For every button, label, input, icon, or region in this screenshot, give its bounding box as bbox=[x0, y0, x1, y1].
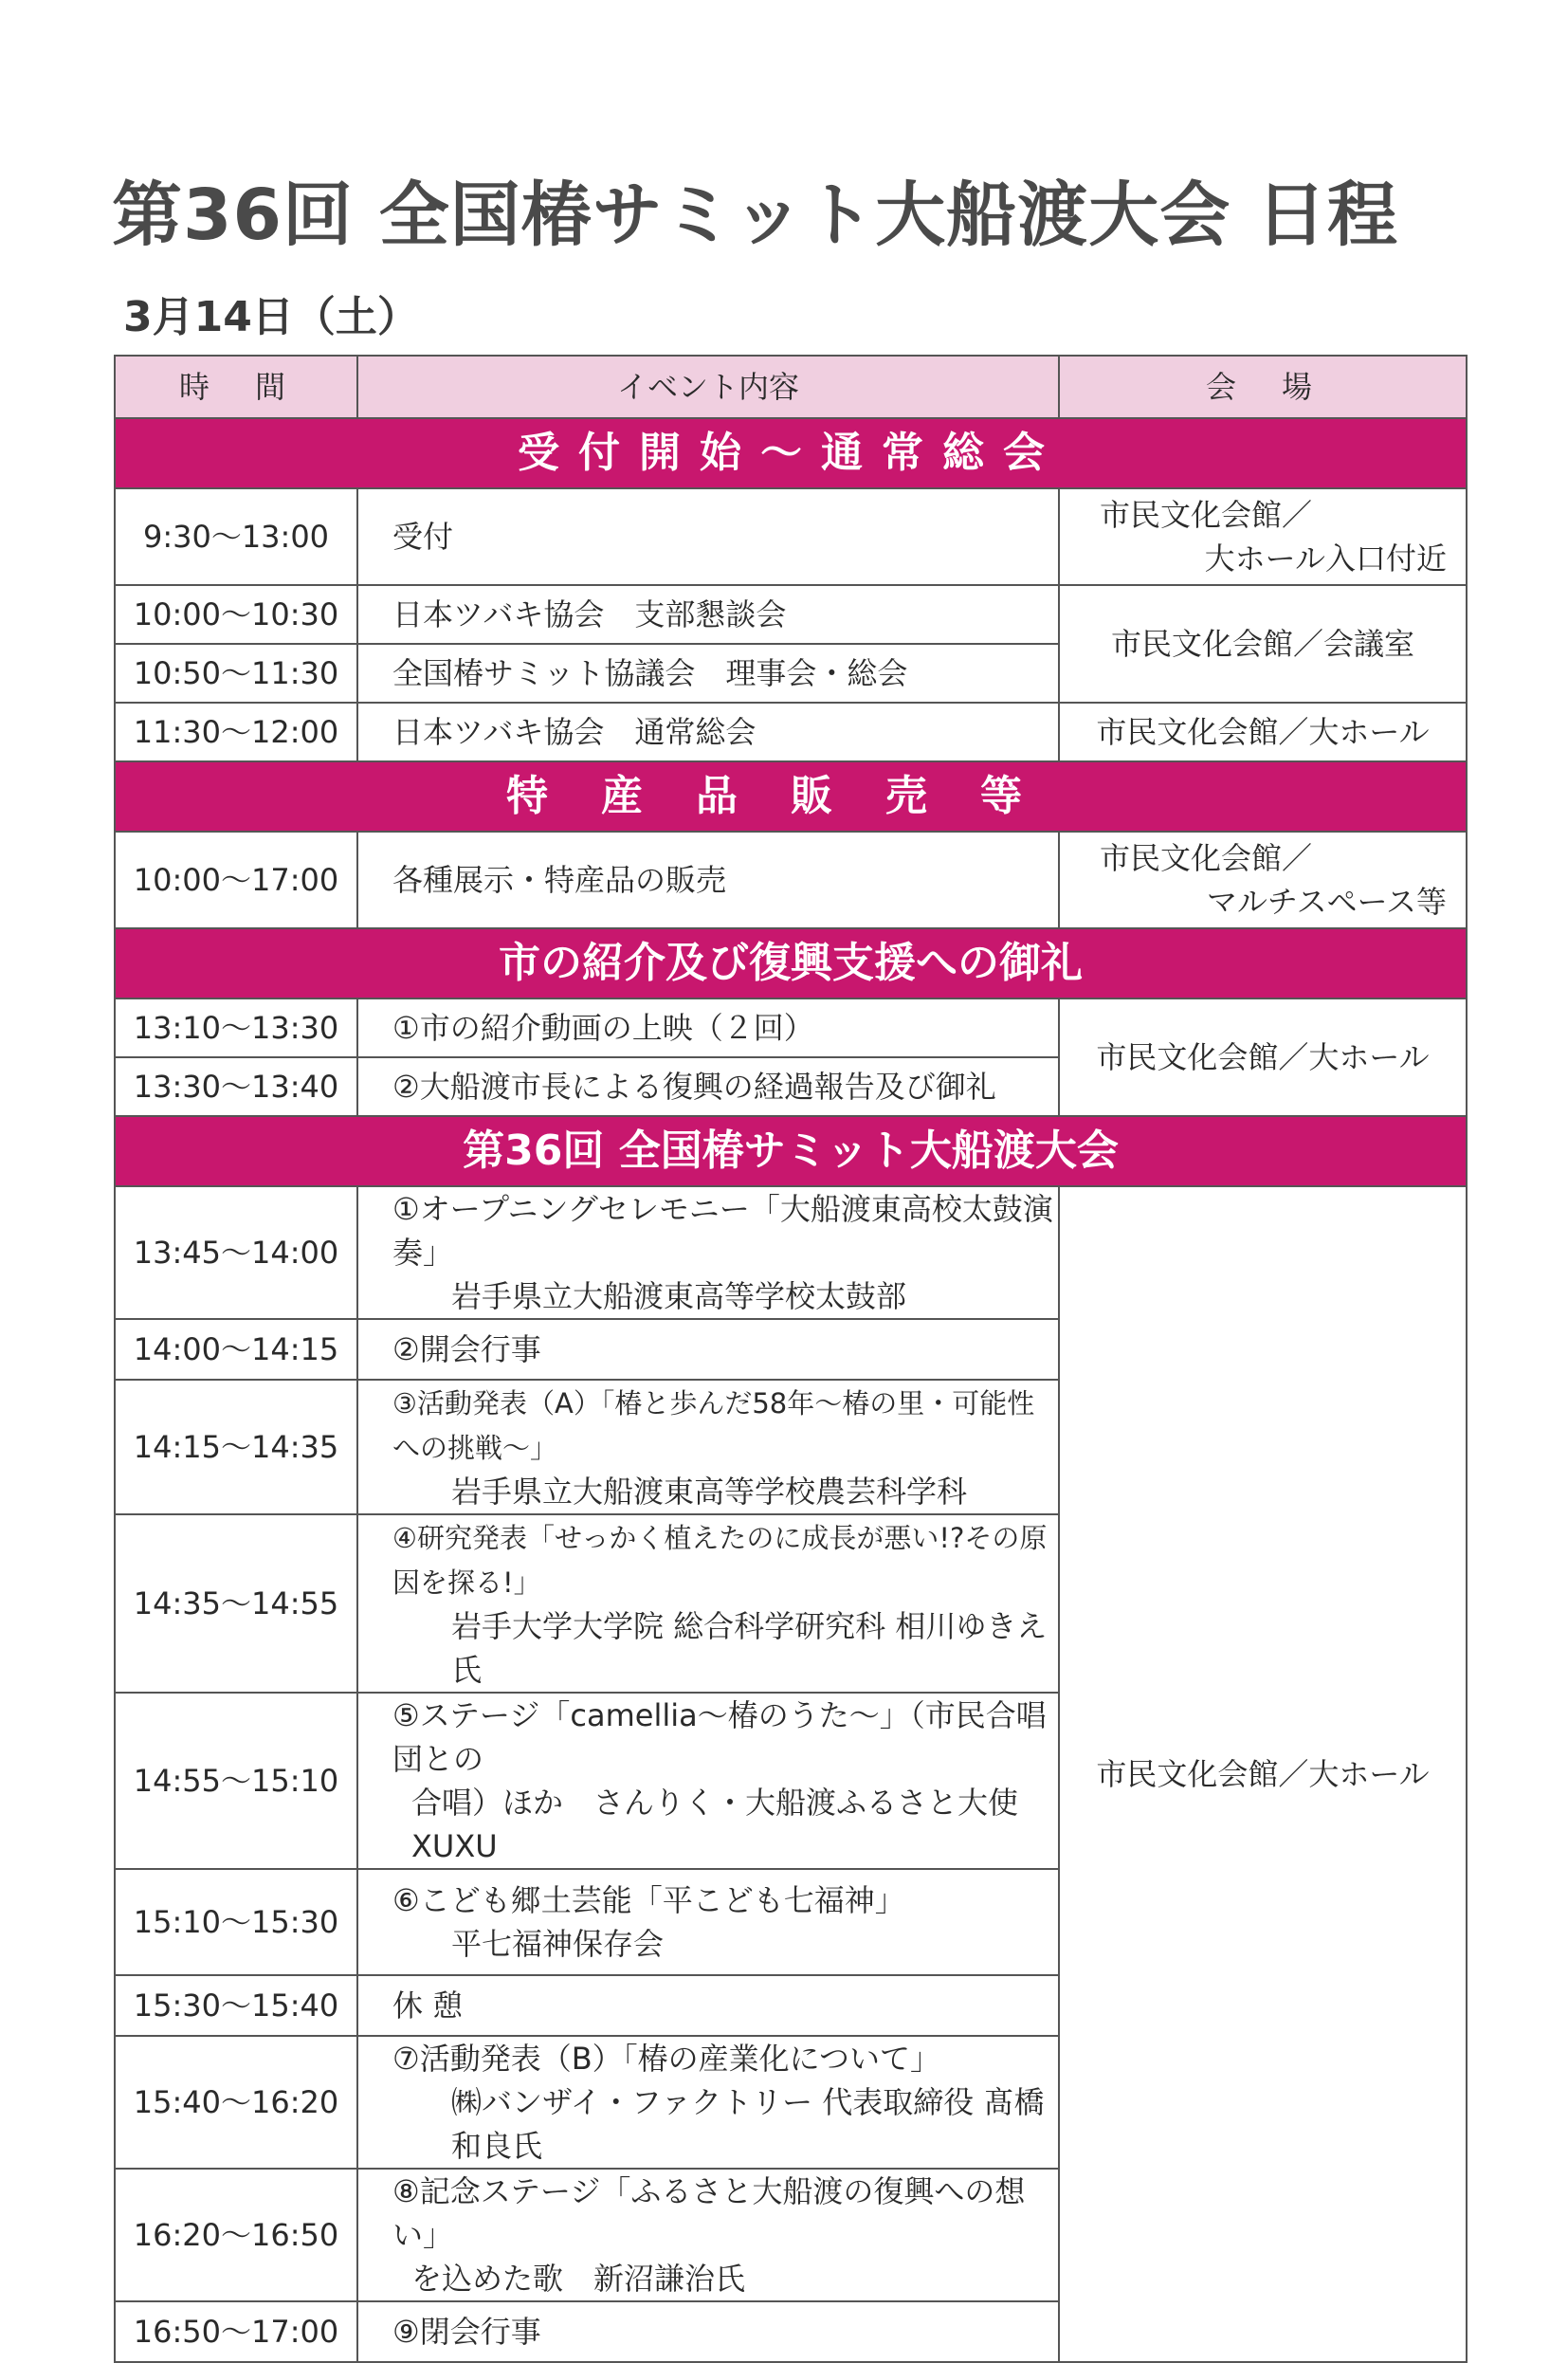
time-cell: 15:30～15:40 bbox=[115, 1975, 357, 2036]
event-cell: ②開会行事 bbox=[357, 1319, 1059, 1380]
event-line: 岩手県立大船渡東高等学校農芸科学科 bbox=[451, 1474, 968, 1510]
event-cell: 休 憩 bbox=[357, 1975, 1059, 2036]
event-cell: 受付 bbox=[357, 488, 1059, 585]
time-cell: 10:00～10:30 bbox=[115, 585, 357, 644]
event-line: 平七福神保存会 bbox=[451, 1926, 665, 1962]
time-cell: 14:00～14:15 bbox=[115, 1319, 357, 1380]
time-cell: 10:00～17:00 bbox=[115, 832, 357, 928]
time-cell: 15:40～16:20 bbox=[115, 2036, 357, 2169]
event-line: ④研究発表「せっかく植えたのに成長が悪い!?その原因を探る!」 bbox=[392, 1522, 1048, 1599]
section-header: 第36回 全国椿サミット大船渡大会 bbox=[115, 1116, 1467, 1186]
event-cell: 全国椿サミット協議会 理事会・総会 bbox=[357, 644, 1059, 703]
event-cell bbox=[357, 1869, 1059, 1975]
time-cell: 15:10～15:30 bbox=[115, 1869, 357, 1975]
schedule-table bbox=[114, 355, 1468, 2363]
event-line: を込めた歌 新沼謙治氏 bbox=[411, 2261, 746, 2297]
time-cell: 16:50～17:00 bbox=[115, 2301, 357, 2362]
event-cell: 各種展示・特産品の販売 bbox=[357, 832, 1059, 928]
header-time: 時 間 bbox=[115, 356, 357, 418]
table-row bbox=[115, 703, 1467, 761]
time-cell: 14:35～14:55 bbox=[115, 1514, 357, 1693]
event-cell bbox=[357, 2036, 1059, 2169]
time-cell: 14:15～14:35 bbox=[115, 1380, 357, 1514]
event-cell bbox=[357, 1514, 1059, 1693]
event-line: ㈱バンザイ・ファクトリー 代表取締役 髙橋和良氏 bbox=[451, 2084, 1045, 2164]
event-cell: ②大船渡市長による復興の経過報告及び御礼 bbox=[357, 1057, 1059, 1116]
header-event: イベント内容 bbox=[357, 356, 1059, 418]
time-cell: 14:55～15:10 bbox=[115, 1693, 357, 1869]
event-cell bbox=[357, 2169, 1059, 2301]
table-row bbox=[115, 585, 1467, 644]
event-cell: 日本ツバキ協会 通常総会 bbox=[357, 703, 1059, 761]
venue-cell bbox=[1059, 832, 1467, 928]
venue-cell: 市民文化会館／大ホール bbox=[1059, 703, 1467, 761]
event-cell bbox=[357, 1186, 1059, 1319]
table-row bbox=[115, 998, 1467, 1057]
time-cell: 13:10～13:30 bbox=[115, 998, 357, 1057]
event-date: 3月14日（土） bbox=[123, 293, 419, 341]
table-row bbox=[115, 832, 1467, 928]
event-cell bbox=[357, 1380, 1059, 1514]
event-line: ⑤ステージ「camellia～椿のうた～」（市民合唱団との bbox=[392, 1697, 1047, 1777]
time-cell: 11:30～12:00 bbox=[115, 703, 357, 761]
event-line: ⑦活動発表（B）「椿の産業化について」 bbox=[392, 2041, 941, 2077]
time-cell: 13:30～13:40 bbox=[115, 1057, 357, 1116]
venue-line: 市民文化会館／ bbox=[1100, 497, 1313, 533]
event-cell bbox=[357, 1693, 1059, 1869]
event-line: ⑥こども郷土芸能「平こども七福神」 bbox=[392, 1882, 905, 1918]
time-cell: 10:50～11:30 bbox=[115, 644, 357, 703]
table-header-row bbox=[115, 356, 1467, 418]
section-header: 受付開始～通常総会 bbox=[115, 418, 1467, 488]
venue-cell: 市民文化会館／大ホール bbox=[1059, 998, 1467, 1116]
header-venue: 会 場 bbox=[1059, 356, 1467, 418]
venue-cell: 市民文化会館／大ホール bbox=[1059, 1186, 1467, 2362]
time-cell: 13:45～14:00 bbox=[115, 1186, 357, 1319]
time-cell: 9:30～13:00 bbox=[115, 488, 357, 585]
table-row bbox=[115, 1186, 1467, 1319]
table-row bbox=[115, 488, 1467, 585]
event-cell: ①市の紹介動画の上映（２回） bbox=[357, 998, 1059, 1057]
venue-line: 大ホール入口付近 bbox=[1204, 540, 1447, 577]
section-header: 市の紹介及び復興支援への御礼 bbox=[115, 928, 1467, 998]
event-line: ⑧記念ステージ「ふるさと大船渡の復興への想い」 bbox=[392, 2173, 1026, 2253]
event-cell: 日本ツバキ協会 支部懇談会 bbox=[357, 585, 1059, 644]
venue-cell bbox=[1059, 488, 1467, 585]
event-line: ③活動発表（A）「椿と歩んだ58年～椿の里・可能性への挑戦～」 bbox=[392, 1387, 1035, 1464]
event-cell: ⑨閉会行事 bbox=[357, 2301, 1059, 2362]
event-line: 岩手大学大学院 総合科学研究科 相川ゆきえ氏 bbox=[451, 1608, 1048, 1688]
event-line: 岩手県立大船渡東高等学校太鼓部 bbox=[451, 1278, 907, 1314]
section-header: 特産品販売等 bbox=[115, 761, 1467, 832]
event-line: 合唱）ほか さんりく・大船渡ふるさと大使XUXU bbox=[411, 1785, 1019, 1864]
event-line: ①オープニングセレモニー「大船渡東高校太鼓演奏」 bbox=[392, 1191, 1053, 1271]
venue-cell: 市民文化会館／会議室 bbox=[1059, 585, 1467, 703]
page-title: 第36回 全国椿サミット大船渡大会 日程 bbox=[112, 174, 1399, 256]
venue-line: マルチスペース等 bbox=[1206, 884, 1447, 920]
venue-line: 市民文化会館／ bbox=[1100, 840, 1313, 876]
time-cell: 16:20～16:50 bbox=[115, 2169, 357, 2301]
